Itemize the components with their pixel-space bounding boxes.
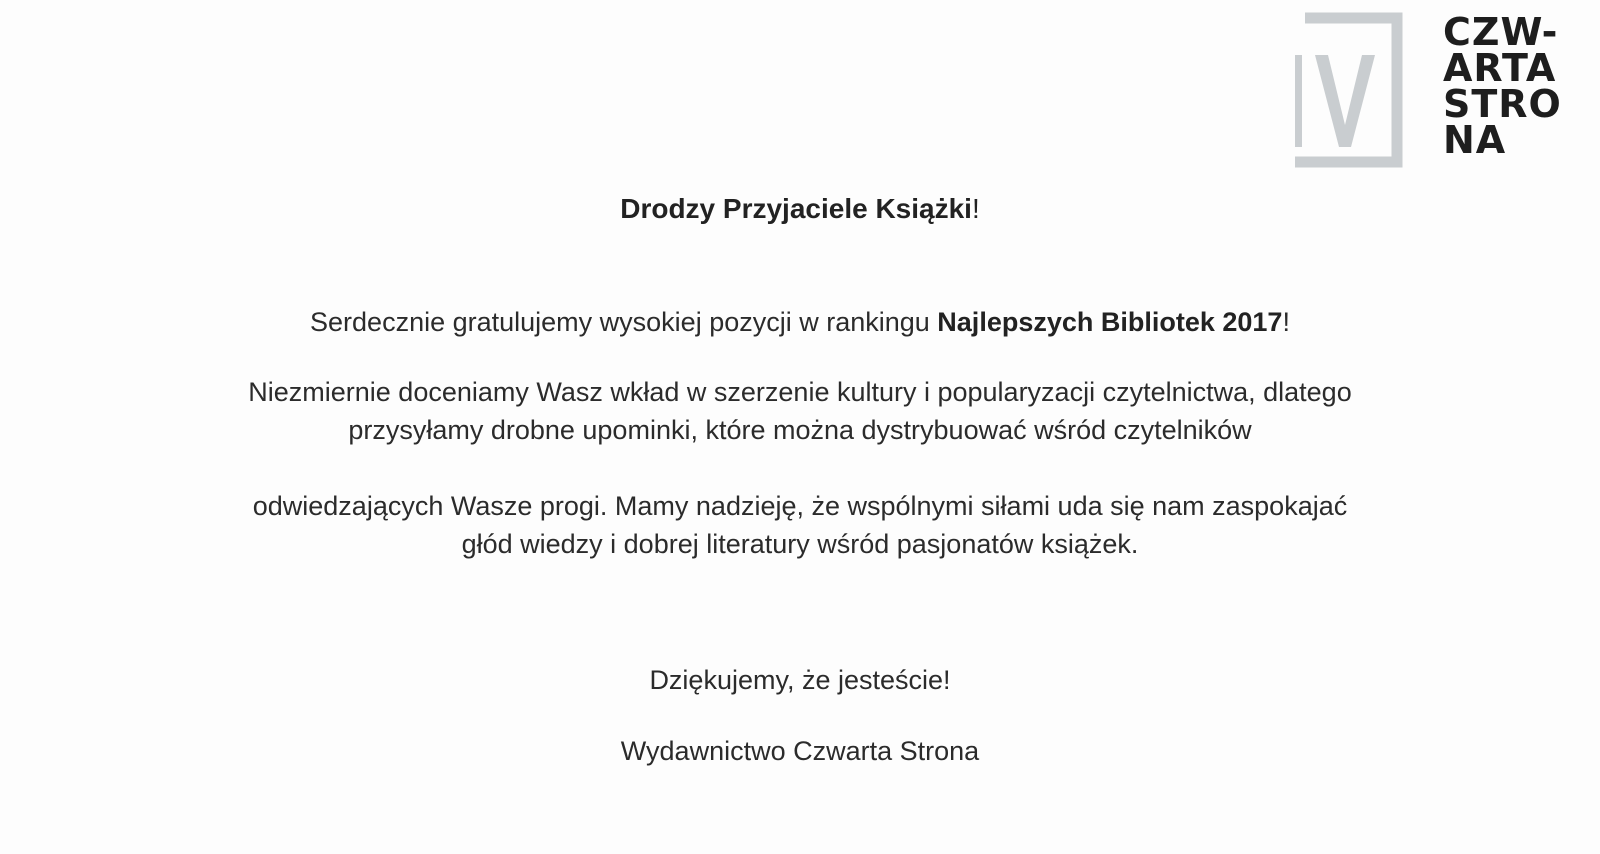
letter-heading (0, 190, 1600, 228)
publisher-logo (1295, 10, 1595, 175)
logo-line: NA (1443, 118, 1507, 162)
p2-line: Niezmiernie doceniamy Wasz wkład w szerzenie kultury i popularyzacji czytelnictwa, dlatego (248, 377, 1352, 407)
paragraph-appreciation (0, 373, 1600, 449)
paragraph-hope (0, 487, 1600, 563)
logo-line: ARTA (1443, 46, 1557, 90)
p1-punct: ! (1282, 307, 1290, 337)
p3-line: głód wiedzy i dobrej literatury wśród pasjonatów książek. (461, 529, 1139, 559)
logo-mark-icon (1295, 10, 1435, 175)
heading-punct: ! (971, 193, 980, 224)
logo-line: CZW- (1443, 10, 1559, 54)
logo-wordmark (1443, 10, 1562, 162)
heading-text: Drodzy Przyjaciele Książki (620, 193, 972, 224)
p2-line: przysyłamy drobne upominki, które można dystrybuować wśród czytelników (348, 415, 1252, 445)
paragraph-congratulations (0, 303, 1600, 341)
closing-thanks: Dziękujemy, że jesteście! (649, 665, 951, 695)
p1-text: Serdecznie gratulujemy wysokiej pozycji w rankingu (310, 307, 938, 337)
ranking-name: Najlepszych Bibliotek 2017 (937, 307, 1283, 337)
p3-line: odwiedzających Wasze progi. Mamy nadzieję, że wspólnymi siłami uda się nam zaspokajać (252, 491, 1348, 521)
logo-line: STRO (1443, 82, 1562, 126)
signature: Wydawnictwo Czwarta Strona (620, 736, 980, 766)
